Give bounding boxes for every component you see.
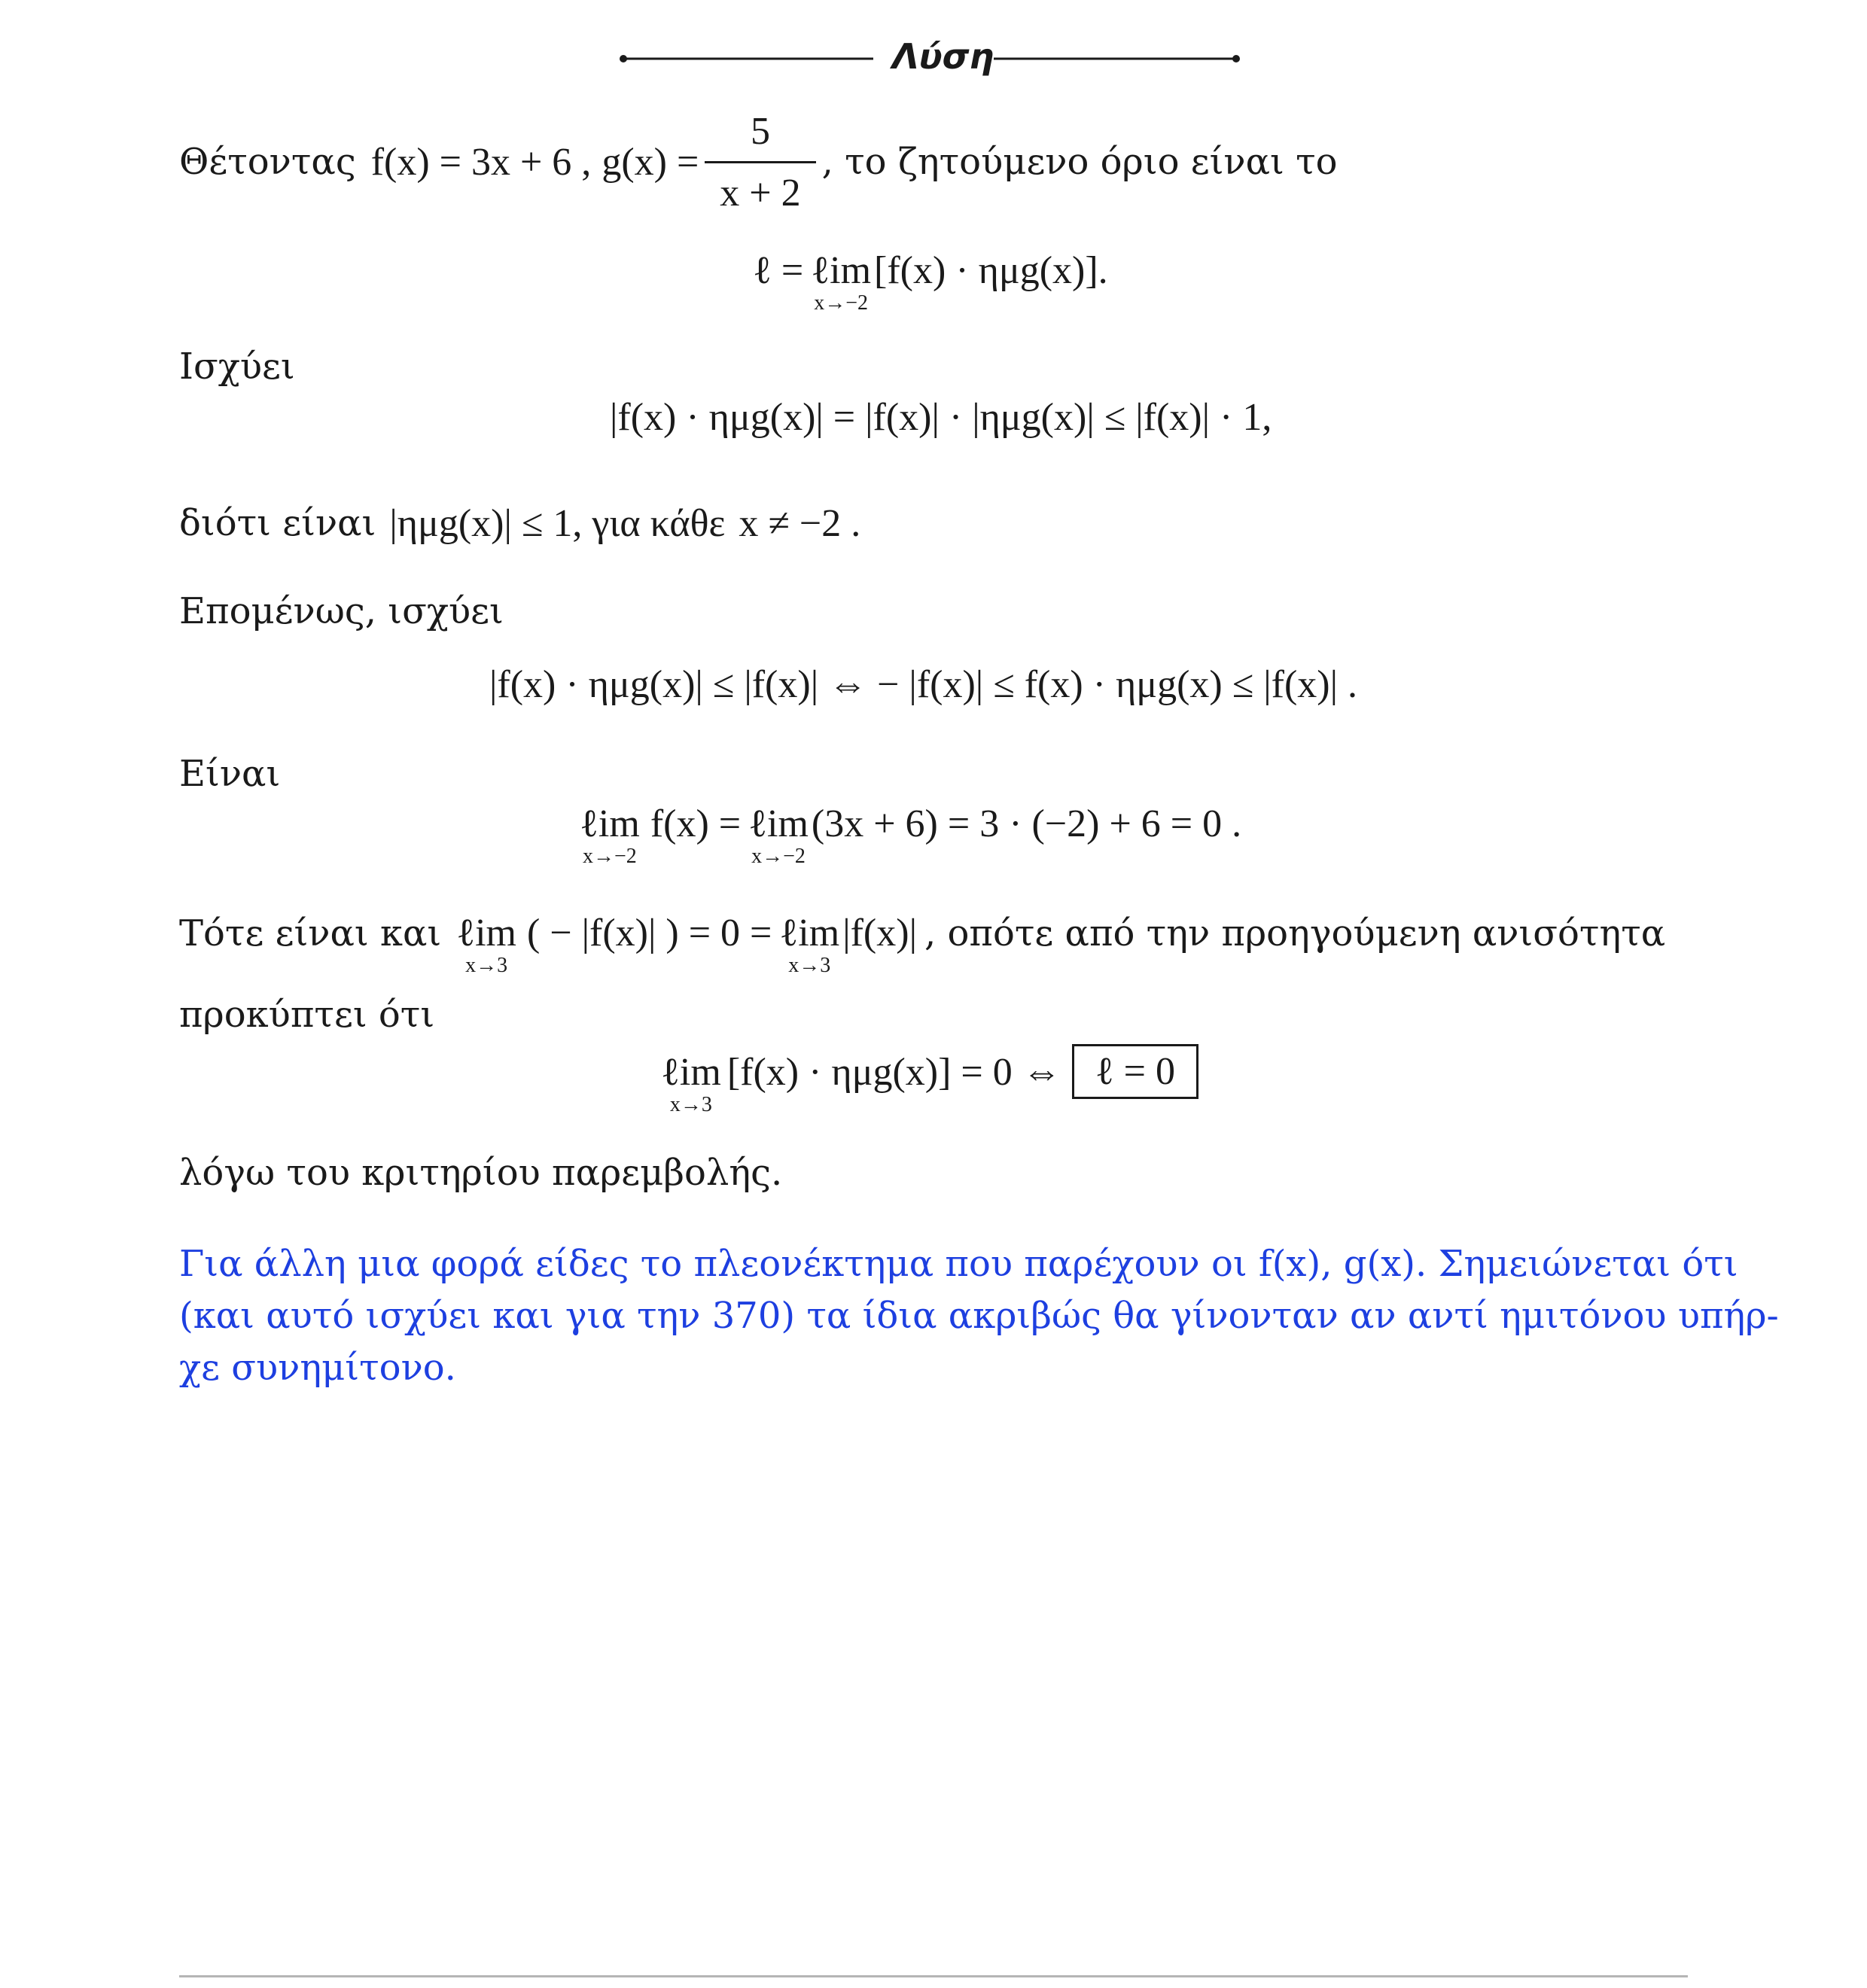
eq5-body: [f(x) · ημg(x)] = 0 ⇔ xyxy=(726,1051,1061,1094)
note-line-2: (και αυτό ισχύει και για την 370) τα ίδια ακριβώς θα γίνονταν αν αντί ημιτόνου υπήρ- xyxy=(179,1295,1779,1337)
text-tote: Τότε είναι και xyxy=(179,912,442,954)
eq1-lim-subscript: x→−2 xyxy=(814,291,869,315)
text-einai: Είναι xyxy=(179,753,281,795)
boxed-result: ℓ = 0 xyxy=(1072,1044,1198,1099)
paragraph-then xyxy=(179,911,1665,976)
p3-lim-1: ℓim x→3 xyxy=(456,912,516,977)
eq4-lim-2: ℓim x→−2 xyxy=(748,802,809,868)
equation-limit-definition xyxy=(753,248,1108,314)
header-title: Λύση xyxy=(892,36,994,77)
p3-lim-2: ℓim x→3 xyxy=(779,912,840,977)
formula-condition: x ≠ −2 . xyxy=(739,501,861,545)
paragraph-definitions xyxy=(179,109,1338,215)
note-block xyxy=(179,1238,1779,1394)
eq1-left: ℓ = xyxy=(753,249,804,292)
note-line-1: Για άλλη μια φορά είδες το πλεονέκτημα που παρέχουν οι f(x), g(x). Σημειώνεται ότι xyxy=(179,1243,1738,1285)
eq4-lim-1: ℓim x→−2 xyxy=(580,802,640,868)
text-dioti: διότι είναι xyxy=(179,502,376,544)
fraction-g xyxy=(705,109,815,215)
formula-bound: |ημg(x)| ≤ 1, για κάθε xyxy=(389,501,726,545)
text-isxyei: Ισχύει xyxy=(179,346,295,388)
header-line-left xyxy=(617,54,873,63)
eq5-lim: ℓim x→3 xyxy=(661,1051,721,1116)
eq4-mid: f(x) = xyxy=(650,802,742,845)
equation-final xyxy=(661,1050,1198,1116)
equation-double-inequality: |f(x) · ημg(x)| ≤ |f(x)| ⇔ − |f(x)| ≤ f(x) · ημg(x) ≤ |f(x)| . xyxy=(489,663,1358,706)
text-thetontas: Θέτοντας xyxy=(179,141,356,183)
equation-absolute-inequality: |f(x) · ημg(x)| = |f(x)| · |ημg(x)| ≤ |f(x)| · 1, xyxy=(610,396,1272,439)
note-line-3: χε συνημίτονο. xyxy=(179,1347,456,1389)
fraction-denominator: x + 2 xyxy=(720,171,801,215)
paragraph-bound xyxy=(179,501,860,546)
p3-mid: ( − |f(x)| ) = 0 = xyxy=(527,912,772,954)
equation-limit-f xyxy=(580,802,1241,867)
p3-mid2: |f(x)| xyxy=(842,912,917,954)
text-opote: , οπότε από την προηγούμενη ανισότητα xyxy=(924,912,1666,954)
formula-g: g(x) = xyxy=(602,140,699,184)
formula-f: f(x) = 3x + 6 , xyxy=(370,140,592,184)
fraction-numerator: 5 xyxy=(750,109,770,153)
text-prokyptei: προκύπτει ότι xyxy=(179,994,435,1036)
text-epomenws: Επομένως, ισχύει xyxy=(179,590,504,632)
text-logw: λόγω του κριτηρίου παρεμβολής. xyxy=(179,1152,783,1194)
header-line-right xyxy=(994,54,1242,63)
footer-rule xyxy=(179,1975,1688,1977)
eq1-lim: ℓim x→−2 xyxy=(811,249,872,315)
header xyxy=(617,30,1242,83)
eq1-body: [f(x) · ημg(x)]. xyxy=(874,249,1108,292)
text-zhtoumeno: , το ζητούμενο όριο είναι το xyxy=(821,141,1338,183)
eq4-rest: (3x + 6) = 3 · (−2) + 6 = 0 . xyxy=(811,802,1242,845)
